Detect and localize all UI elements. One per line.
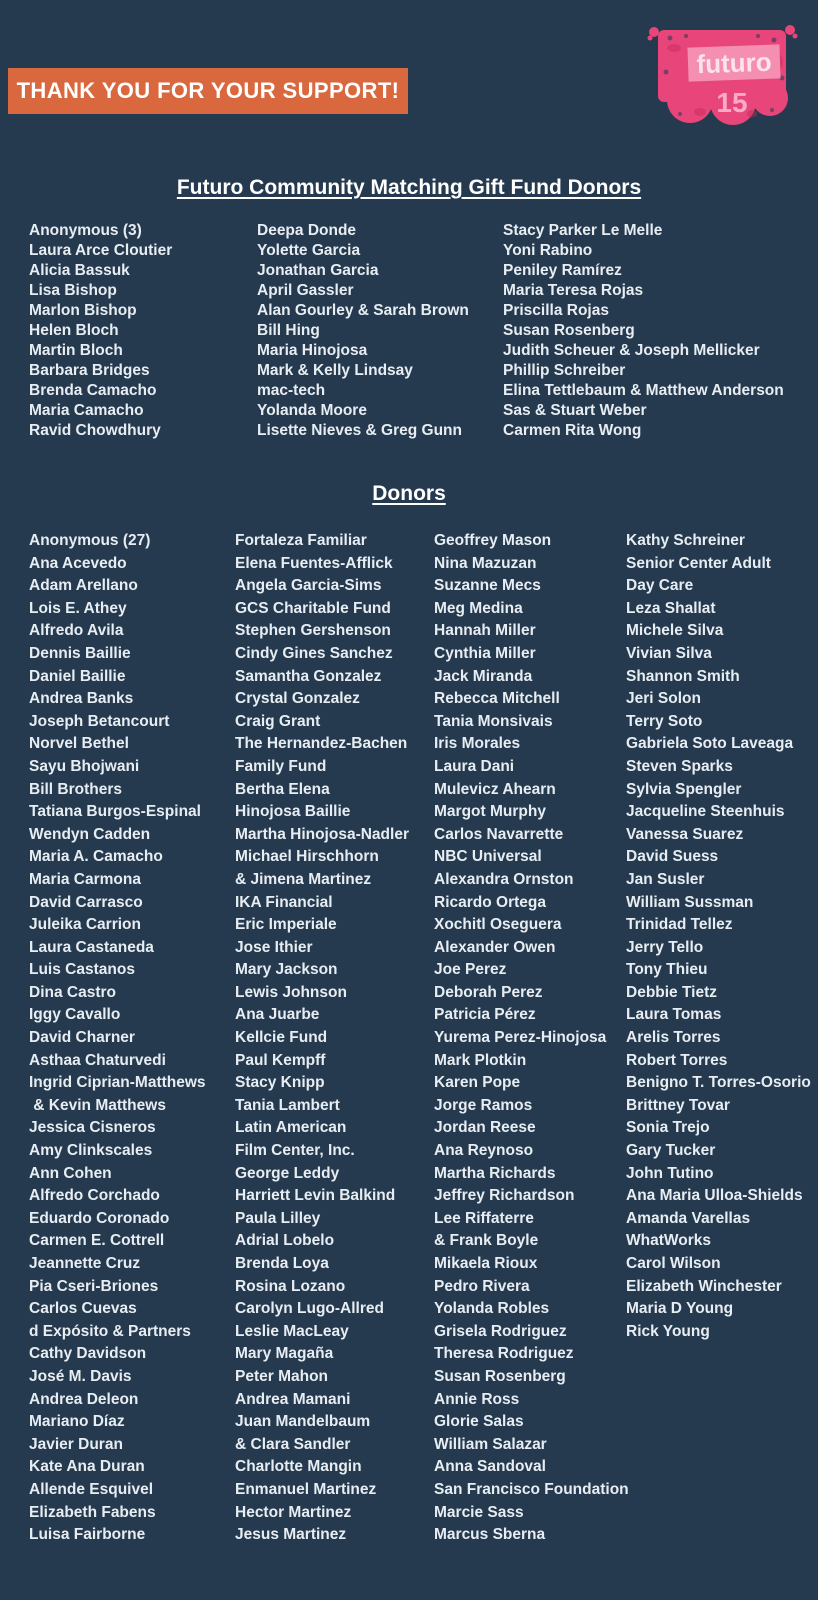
donor-name: Carmen Rita Wong <box>503 422 642 439</box>
donor-name: Marlon Bishop <box>29 302 137 319</box>
donor-name: Michael Hirschhorn <box>235 848 379 866</box>
donor-name: & Jimena Martinez <box>235 870 372 888</box>
donor-name: NBC Universal <box>434 848 542 866</box>
donor-name: William Salazar <box>434 1435 547 1453</box>
donor-name: Theresa Rodriguez <box>434 1345 574 1363</box>
donor-name: Rosina Lozano <box>235 1277 346 1295</box>
donor-name: Yoni Rabino <box>503 242 593 259</box>
donor-name: Kathy Schreiner <box>626 532 745 549</box>
donor-name: John Tutino <box>626 1164 714 1182</box>
donor-name: Meg Medina <box>434 599 523 617</box>
donor-name: Andrea Banks <box>29 690 134 708</box>
donor-name: Senior Center Adult <box>626 554 771 572</box>
donor-name: Pia Cseri-Briones <box>29 1277 159 1295</box>
donor-name: Suzanne Mecs <box>434 577 541 595</box>
donor-name: Cynthia Miller <box>434 644 536 662</box>
donors-section-title: Donors <box>372 482 446 505</box>
donor-name: Lee Riffaterre <box>434 1209 534 1227</box>
donor-name: Vanessa Suarez <box>626 825 744 843</box>
donor-name: Ana Maria Ulloa-Shields <box>626 1187 803 1205</box>
donor-name: Maria A. Camacho <box>29 848 163 866</box>
donor-name: Family Fund <box>235 757 327 775</box>
donor-name: Luisa Fairborne <box>29 1526 146 1544</box>
donor-name: Peter Mahon <box>235 1367 329 1385</box>
donor-name: Eric Imperiale <box>235 916 337 934</box>
donor-name: April Gassler <box>257 282 354 299</box>
donor-name: Grisela Rodriguez <box>434 1322 567 1340</box>
donors-column-2 <box>235 530 434 1547</box>
donor-name: Iris Morales <box>434 735 521 753</box>
donor-name: The Hernandez-Bachen <box>235 735 408 753</box>
donor-name: Stephen Gershenson <box>235 622 391 640</box>
donor-name: Angela Garcia-Sims <box>235 577 382 595</box>
donor-name: Leza Shallat <box>626 599 716 617</box>
donor-name: Enmanuel Martinez <box>235 1480 377 1498</box>
donor-name: Cindy Gines Sanchez <box>235 644 393 662</box>
donor-name: Ana Juarbe <box>235 1006 320 1024</box>
donor-name: Day Care <box>626 577 694 595</box>
donors-column-3 <box>434 530 629 1547</box>
donor-name: Brenda Loya <box>235 1255 329 1272</box>
donor-name: Lewis Johnson <box>235 983 347 1001</box>
donor-name: Jeffrey Richardson <box>434 1187 575 1205</box>
donor-name: George Leddy <box>235 1164 340 1182</box>
donor-name: Alexandra Ornston <box>434 870 574 888</box>
donor-name: Stacy Parker Le Melle <box>503 222 663 239</box>
donor-name: Laura Dani <box>434 757 515 775</box>
donor-name: Carlos Navarrette <box>434 825 564 843</box>
donor-name: Elena Fuentes-Afflick <box>235 554 393 572</box>
donor-name: Alfredo Corchado <box>29 1187 160 1205</box>
donor-name: Paula Lilley <box>235 1209 321 1227</box>
donor-name: Margot Murphy <box>434 803 546 821</box>
donor-name: Jose Ithier <box>235 938 313 956</box>
donor-name: Benigno T. Torres-Osorio <box>626 1074 811 1092</box>
donor-name: Harriett Levin Balkind <box>235 1187 396 1205</box>
donor-name: Dina Castro <box>29 983 116 1001</box>
donor-name: WhatWorks <box>626 1232 711 1250</box>
donor-name: Paul Kempff <box>235 1051 326 1069</box>
donor-name: Maria Hinojosa <box>257 342 368 359</box>
donor-name: Geoffrey Mason <box>434 532 552 549</box>
donor-name: Film Center, Inc. <box>235 1142 355 1160</box>
donor-name: Steven Sparks <box>626 757 733 775</box>
donor-name: Jorge Ramos <box>434 1096 533 1114</box>
donor-name: Tatiana Burgos-Espinal <box>29 803 201 821</box>
donor-name: Laura Arce Cloutier <box>29 242 173 259</box>
donor-name: Samantha Gonzalez <box>235 667 382 685</box>
donor-name: Tony Thieu <box>626 961 708 979</box>
donor-name: Fortaleza Familiar <box>235 532 367 549</box>
donor-name: Laura Castaneda <box>29 938 154 956</box>
donor-name: Maria D Young <box>626 1300 734 1318</box>
donor-name: Marcus Sberna <box>434 1526 546 1544</box>
donor-name: Anna Sandoval <box>434 1458 546 1476</box>
donor-name: Helen Bloch <box>29 322 119 339</box>
donor-name: Juleika Carrion <box>29 916 141 934</box>
donor-name: Glorie Salas <box>434 1413 524 1431</box>
donor-name: Martha Richards <box>434 1164 556 1182</box>
donor-name: Mary Magaña <box>235 1345 334 1363</box>
donor-name: Deborah Perez <box>434 983 543 1001</box>
donor-name: Kate Ana Duran <box>29 1458 145 1476</box>
donor-name: Jerry Tello <box>626 938 704 956</box>
donor-name: Elizabeth Fabens <box>29 1503 156 1521</box>
donor-name: Shannon Smith <box>626 667 740 685</box>
thank-you-banner <box>8 68 408 114</box>
donor-name: William Sussman <box>626 893 754 911</box>
donor-name: Marcie Sass <box>434 1503 524 1521</box>
donor-name: Ana Reynoso <box>434 1142 534 1160</box>
donor-name: Jonathan Garcia <box>257 262 379 279</box>
donor-name: Alexander Owen <box>434 938 556 956</box>
donor-name: Bill Brothers <box>29 780 123 798</box>
donor-name: Carol Wilson <box>626 1255 721 1272</box>
donor-name: Alicia Bassuk <box>29 262 130 279</box>
donor-name: Andrea Deleon <box>29 1390 139 1408</box>
donor-name: Lois E. Athey <box>29 599 127 617</box>
logo-anniversary-number: 15 <box>716 87 748 118</box>
donor-name: Ana Acevedo <box>29 554 127 572</box>
donor-name: Trinidad Tellez <box>626 916 733 934</box>
donor-name: Leslie MacLeay <box>235 1322 349 1340</box>
donors-column-4 <box>626 530 811 1343</box>
donor-name: Ravid Chowdhury <box>29 422 161 439</box>
donor-name: David Charner <box>29 1029 135 1047</box>
papel-picado-icon <box>640 22 802 136</box>
donor-name: Cathy Davidson <box>29 1345 147 1363</box>
donor-name: Deepa Donde <box>257 222 357 239</box>
donor-name: Stacy Knipp <box>235 1074 325 1092</box>
donor-name: Craig Grant <box>235 712 321 730</box>
donor-name: Asthaa Chaturvedi <box>29 1051 166 1069</box>
donor-name: Charlotte Mangin <box>235 1458 362 1476</box>
donor-name: Sonia Trejo <box>626 1119 710 1137</box>
matching-section-title: Futuro Community Matching Gift Fund Donors <box>176 176 642 199</box>
donor-name: Lisa Bishop <box>29 282 117 299</box>
donor-name: Jacqueline Steenhuis <box>626 803 785 821</box>
donor-name: Gabriela Soto Laveaga <box>626 735 794 753</box>
donor-name: mac-tech <box>257 382 326 399</box>
donor-name: Yolanda Robles <box>434 1300 550 1318</box>
matching-column-2 <box>257 221 503 441</box>
donor-name: Adam Arellano <box>29 577 138 595</box>
donor-name: Eduardo Coronado <box>29 1209 170 1227</box>
donor-name: Rick Young <box>626 1322 710 1340</box>
donor-name: Javier Duran <box>29 1435 123 1453</box>
donor-name: Tania Monsivais <box>434 712 553 730</box>
donor-name: Anonymous (27) <box>29 532 151 549</box>
donor-name: Joe Perez <box>434 961 507 979</box>
donor-name: Hector Martinez <box>235 1503 352 1521</box>
futuro-15-logo <box>640 22 802 136</box>
donor-name: Brittney Tovar <box>626 1096 730 1114</box>
donor-name: Joseph Betancourt <box>29 712 170 730</box>
donor-name: Gary Tucker <box>626 1142 716 1160</box>
donor-name: Xochitl Oseguera <box>434 916 562 934</box>
donor-name: Alan Gourley & Sarah Brown <box>257 302 469 319</box>
donor-name: José M. Davis <box>29 1367 132 1385</box>
donor-name: Yolanda Moore <box>257 402 367 419</box>
donor-name: Iggy Cavallo <box>29 1006 121 1024</box>
donor-name: Mark Plotkin <box>434 1051 527 1069</box>
donor-name: Hinojosa Baillie <box>235 803 351 821</box>
donor-name: Latin American <box>235 1119 347 1137</box>
donor-name: Mary Jackson <box>235 961 338 979</box>
donor-name: Yolette Garcia <box>257 242 361 259</box>
donor-name: Priscilla Rojas <box>503 302 609 319</box>
donor-name: Elina Tettlebaum & Matthew Anderson <box>503 382 784 399</box>
donor-name: David Suess <box>626 848 719 866</box>
donor-name: Mulevicz Ahearn <box>434 780 556 798</box>
matching-column-1 <box>29 221 257 441</box>
donor-name: Nina Mazuzan <box>434 554 537 572</box>
donor-name: Bertha Elena <box>235 780 330 798</box>
donor-name: Tania Lambert <box>235 1096 340 1114</box>
donor-name: Jeri Solon <box>626 690 701 708</box>
donor-name: Jan Susler <box>626 870 705 888</box>
donor-name: Amy Clinkscales <box>29 1142 153 1160</box>
donor-name: Jack Miranda <box>434 667 533 685</box>
donor-name: Carmen E. Cottrell <box>29 1232 165 1250</box>
donor-name: Brenda Camacho <box>29 382 157 399</box>
donor-name: Mariano Díaz <box>29 1413 125 1431</box>
donor-name: & Kevin Matthews <box>29 1096 166 1114</box>
donor-name: Hannah Miller <box>434 622 536 640</box>
donor-name: Adrial Lobelo <box>235 1232 335 1250</box>
donor-name: Mikaela Rioux <box>434 1255 538 1272</box>
donor-name: Terry Soto <box>626 712 703 730</box>
donor-name: Rebecca Mitchell <box>434 690 560 708</box>
donor-name: Karen Pope <box>434 1074 521 1092</box>
donor-name: Jesus Martinez <box>235 1526 347 1544</box>
donor-name: Ricardo Ortega <box>434 893 546 911</box>
donor-name: Sayu Bhojwani <box>29 757 140 775</box>
donor-name: Judith Scheuer & Joseph Mellicker <box>503 342 760 359</box>
donor-name: Laura Tomas <box>626 1006 722 1024</box>
donor-name: Carlos Cuevas <box>29 1300 137 1318</box>
donor-name: d Expósito & Partners <box>29 1322 191 1340</box>
donor-name: Dennis Baillie <box>29 644 131 662</box>
donor-name: Annie Ross <box>434 1390 520 1408</box>
donor-name: Barbara Bridges <box>29 362 150 379</box>
donor-name: Wendyn Cadden <box>29 825 151 843</box>
donor-name: Martha Hinojosa-Nadler <box>235 825 409 843</box>
donor-name: & Clara Sandler <box>235 1435 351 1453</box>
donor-name: Luis Castanos <box>29 961 135 979</box>
donor-name: Vivian Silva <box>626 644 712 662</box>
donors-column-1 <box>29 530 235 1547</box>
donor-name: Maria Camacho <box>29 402 144 419</box>
donor-name: Allende Esquivel <box>29 1480 154 1498</box>
donor-name: Andrea Mamani <box>235 1390 351 1408</box>
donor-name: Lisette Nieves & Greg Gunn <box>257 422 462 439</box>
donor-name: Phillip Schreiber <box>503 362 626 379</box>
donor-name: Amanda Varellas <box>626 1209 751 1227</box>
donor-name: Yurema Perez-Hinojosa <box>434 1029 607 1047</box>
donor-name: Maria Teresa Rojas <box>503 282 644 299</box>
matching-column-3 <box>503 221 784 441</box>
donor-name: Bill Hing <box>257 322 320 339</box>
donor-name: Patricia Pérez <box>434 1006 536 1024</box>
donor-name: Maria Carmona <box>29 870 141 888</box>
donor-name: Ann Cohen <box>29 1164 112 1182</box>
donor-columns <box>29 530 811 1547</box>
donor-name: Anonymous (3) <box>29 222 142 239</box>
donor-name: Susan Rosenberg <box>503 322 635 339</box>
donor-name: & Frank Boyle <box>434 1232 539 1250</box>
donor-name: Robert Torres <box>626 1051 728 1069</box>
donor-name: Jordan Reese <box>434 1119 536 1137</box>
donor-name: Arelis Torres <box>626 1029 721 1047</box>
donor-name: Debbie Tietz <box>626 983 718 1001</box>
donor-name: Pedro Rivera <box>434 1277 530 1295</box>
donor-name: Elizabeth Winchester <box>626 1277 782 1295</box>
donor-name: Sas & Stuart Weber <box>503 402 647 419</box>
thank-you-text: THANK YOU FOR YOUR SUPPORT! <box>16 78 400 103</box>
donor-name: Mark & Kelly Lindsay <box>257 362 413 379</box>
donor-name: Jeannette Cruz <box>29 1255 141 1272</box>
donor-name: IKA Financial <box>235 893 333 911</box>
donor-name: GCS Charitable Fund <box>235 599 391 617</box>
donor-name: Alfredo Avila <box>29 622 124 640</box>
donor-name: San Francisco Foundation <box>434 1480 629 1498</box>
donor-name: Ingrid Ciprian-Matthews <box>29 1074 206 1092</box>
donor-name: Daniel Baillie <box>29 667 126 685</box>
donor-name: Crystal Gonzalez <box>235 690 360 708</box>
donor-name: Carolyn Lugo-Allred <box>235 1300 384 1318</box>
donor-name: Kellcie Fund <box>235 1029 328 1047</box>
donor-name: Peniley Ramírez <box>503 262 622 279</box>
matching-donor-columns <box>29 221 784 441</box>
logo-wordmark: futuro <box>695 46 773 80</box>
donor-name: Juan Mandelbaum <box>235 1413 371 1431</box>
donor-name: Michele Silva <box>626 622 724 640</box>
donor-name: Jessica Cisneros <box>29 1119 156 1137</box>
donor-name: Susan Rosenberg <box>434 1367 566 1385</box>
donor-name: Norvel Bethel <box>29 735 129 753</box>
donor-name: Sylvia Spengler <box>626 780 742 798</box>
donor-name: Martin Bloch <box>29 342 123 359</box>
donor-name: David Carrasco <box>29 893 143 911</box>
